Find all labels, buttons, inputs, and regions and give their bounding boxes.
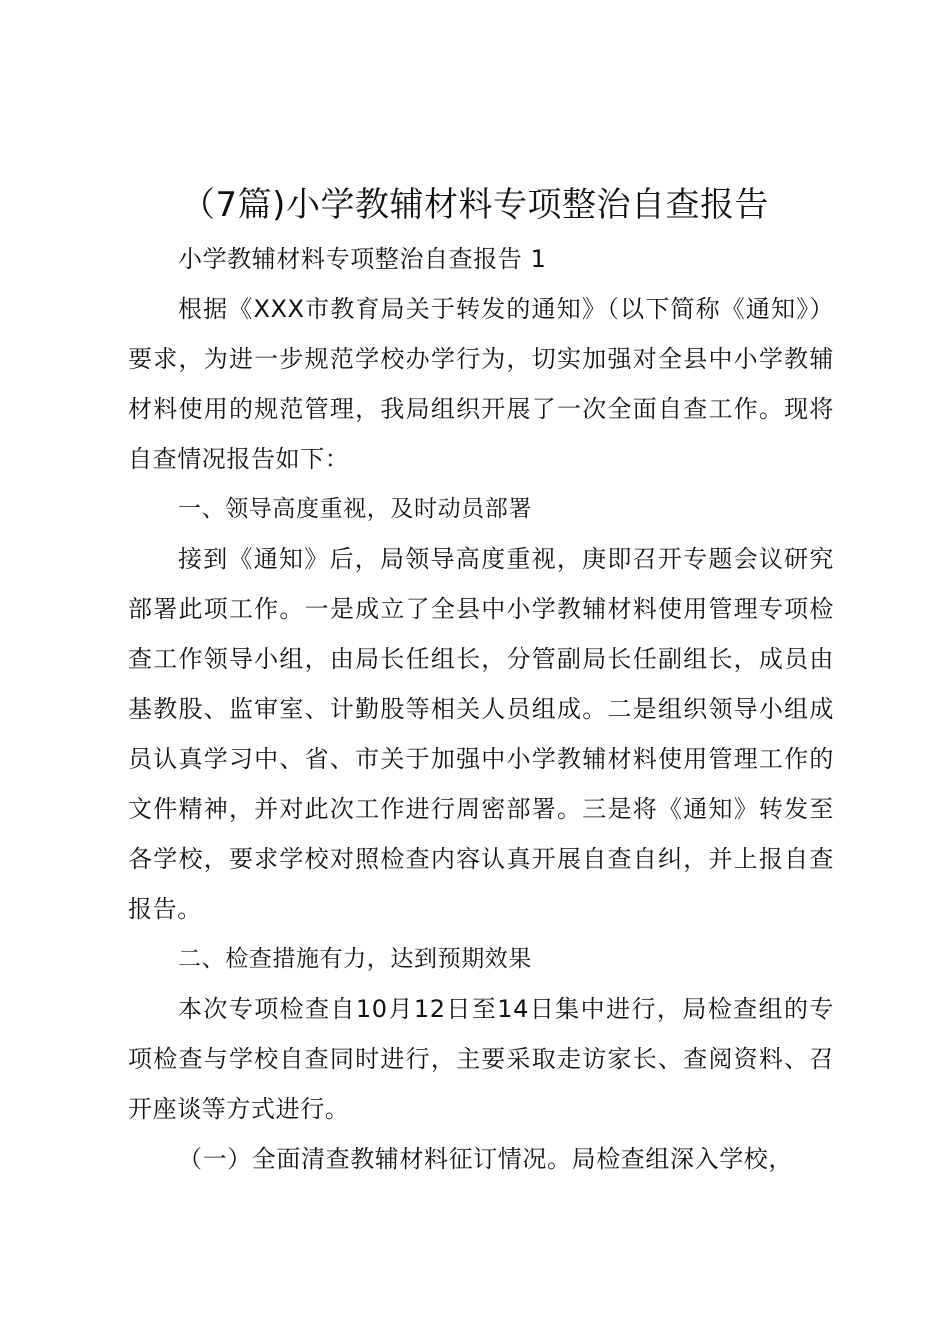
report-subtitle: 小学教辅材料专项整治自查报告 1	[178, 245, 547, 273]
document-body	[128, 234, 834, 1184]
paragraph-section-2: 本次专项检查自10月12日至14日集中进行，局检查组的专项检查与学校自查同时进行，主要采取走访家长、查阅资料、召开座谈等方式进行。	[128, 995, 834, 1123]
paragraph-subsection-1: （一）全面清查教辅材料征订情况。局检查组深入学校，	[178, 1145, 793, 1173]
section-heading-2: 二、检查措施有力，达到预期效果	[178, 946, 532, 972]
document-title: （7篇)小学教辅材料专项整治自查报告	[181, 185, 769, 225]
section-heading-1: 一、领导高度重视，及时动员部署	[178, 496, 532, 522]
paragraph-section-1: 接到《通知》后，局领导高度重视，庚即召开专题会议研究部署此项工作。一是成立了全县中小学教辅材料使用管理专项检查工作领导小组，由局长任组长，分管副局长任副组长，成员由基教股、监审室、计勤股等相关人员组成。二是组织领导小组成员认真学习中、省、市关于加强中小学教辅材料使用管理工作的文件精神，并对此次工作进行周密部署。三是将《通知》转发至各学校，要求学校对照检查内容认真开展自查自纠，并上报自查报告。	[128, 545, 834, 923]
paragraph-intro: 根据《XXX市教育局关于转发的通知》（以下简称《通知》）要求，为进一步规范学校办学行为，切实加强对全县中小学教辅材料使用的规范管理，我局组织开展了一次全面自查工作。现将自查情况报告如下：	[128, 295, 834, 473]
